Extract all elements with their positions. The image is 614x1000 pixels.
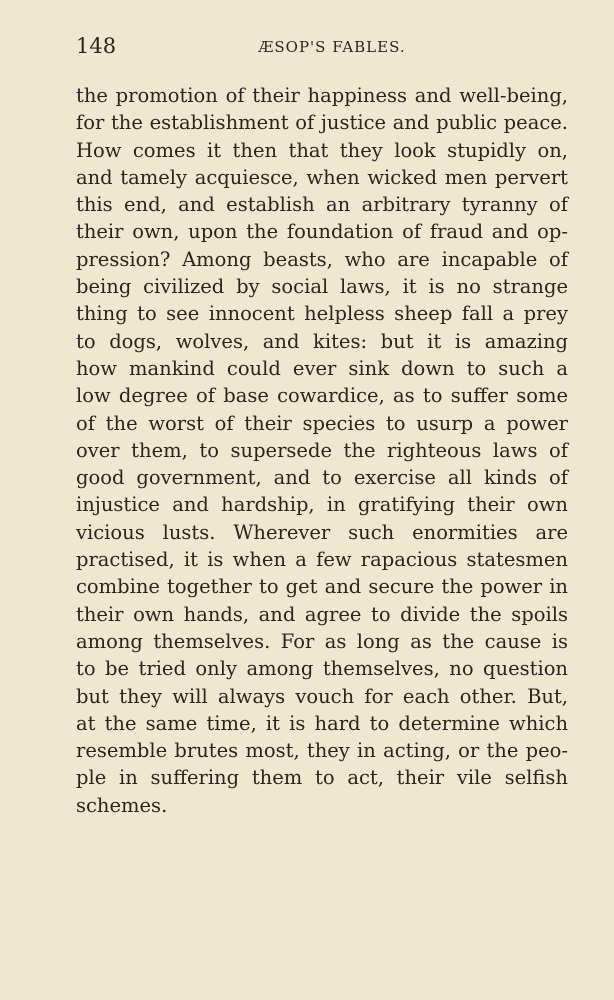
page-number: 148	[76, 34, 117, 58]
text-line: and tamely acquiesce, when wicked men pervert	[76, 165, 568, 189]
text-line: the promotion of their happiness and well-being,	[76, 84, 568, 107]
text-line: schemes.	[76, 793, 168, 817]
text-line: how mankind could ever sink down to such a	[76, 356, 568, 380]
text-line: among themselves. For as long as the cause is	[76, 629, 568, 653]
text-line: injustice and hardship, in gratifying their own	[76, 493, 568, 517]
text-line: this end, and establish an arbitrary tyranny of	[76, 193, 568, 217]
text-line: over them, to supersede the righteous laws of	[76, 438, 568, 462]
text-line: low degree of base cowardice, as to suffer some	[76, 384, 568, 408]
running-title: ÆSOP'S FABLES.	[258, 38, 406, 56]
text-line: ple in suffering them to act, their vile selfish	[76, 766, 568, 790]
text-line: good government, and to exercise all kinds of	[76, 466, 568, 490]
text-line: vicious lusts. Wherever such enormities are	[76, 520, 568, 544]
text-line: but they will always vouch for each other. But,	[76, 684, 568, 708]
text-line: to dogs, wolves, and kites: but it is amazing	[76, 329, 568, 353]
text-line: their own, upon the foundation of fraud and op-	[76, 220, 568, 244]
text-line: thing to see innocent helpless sheep fall a prey	[76, 302, 568, 326]
text-line: to be tried only among themselves, no question	[76, 657, 568, 681]
text-line: of the worst of their species to usurp a power	[76, 411, 568, 435]
text-line: at the same time, it is hard to determine which	[76, 711, 568, 735]
text-line: being civilized by social laws, it is no strange	[76, 275, 568, 299]
text-line: combine together to get and secure the power in	[76, 575, 568, 599]
text-line: for the establishment of justice and public peace.	[76, 111, 568, 135]
text-line: How comes it then that they look stupidly on,	[76, 138, 568, 162]
text-line: their own hands, and agree to divide the spoils	[76, 602, 568, 626]
text-line: resemble brutes most, they in acting, or the peo-	[76, 739, 568, 763]
page-header	[76, 34, 568, 62]
page-body-text	[76, 82, 568, 819]
text-line: practised, it is when a few rapacious statesmen	[76, 548, 568, 572]
text-line: pression? Among beasts, who are incapable of	[76, 247, 568, 271]
